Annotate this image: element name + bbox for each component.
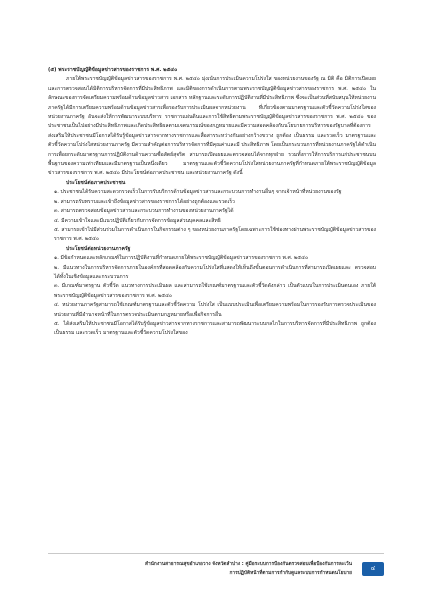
footer-text: [145, 560, 352, 578]
footer-document-title: การปฏิบัติหน้าที่ตามการกำกับดูแลระบบการกำหนดนโยบาย: [229, 571, 352, 576]
government-benefit-item: ๒. มีแนวทางในการบริหารจัดการภายในองค์กรที่สอดคล้องกับความโปร่งใสที่แสดงให้เห็นถึงขั้นตอนการดำเนินการที่สามารถเปิดเผยและ ตรวจสอบได้ทั้งในเชิงข้อมูลและกระบวนการ: [54, 264, 376, 280]
citizen-benefit-item: ๑. ประชาชนได้รับความสะดวกรวดเร็วในการรับบริการด้านข้อมูลข่าวสารและกระบวนการทำงานอื่นๆ จากเจ้าหน้าที่หน่วยงานของรัฐ: [54, 189, 342, 196]
citizen-benefit-item: ๒. สามารถรับทราบและเข้าถึงข้อมูลข่าวสารของราชการได้อย่างถูกต้องและรวดเร็ว: [54, 198, 235, 205]
government-benefit-item: ๓. มีเกณฑ์มาตรฐาน ตัวชี้วัด แนวทางการประเมินผล และสามารถใช้เกณฑ์มาตรฐานและตัวชี้วัดดังกล่าว เป็นตัวแบบในการประเมินตนเอง ภายใต้พระราชบัญญัติข้อมูลข่าวสารของราชการ พ.ศ. ๒๕๔๐: [54, 283, 376, 299]
page-number-badge: ๔: [362, 562, 384, 576]
page-footer: [48, 553, 384, 584]
government-benefit-item: ๔. หน่วยงานภาครัฐสามารถใช้เกณฑ์มาตรฐานและตัวชี้วัดความ โปร่งใส เป็นแบบประเมินเพื่อเตรียมความพร้อมในการรองรับการตรวจประเมินของ หน่วยงานที่มีอำนาจหน้าที่ในการตรวจประเมินตามกฎหมายหรือเพื่อกิจการอื่น: [54, 302, 376, 318]
citizen-benefit-item: ๕. สามารถเข้าไปมีส่วนร่วมในการดำเนินการในกิจกรรมต่าง ๆ ของหน่วยงานภาครัฐโดยเฉพาะการใช้ช่องทางผ่านพระราชบัญญัติข้อมูลข่าวสารของราชการ พ.ศ. ๒๕๔๐: [54, 226, 376, 243]
citizen-benefits-heading: ประโยชน์ต่อภาคประชาชน: [66, 179, 126, 186]
footer-organization: สำนักงานสาธารณสุขอำเภอวาง จังหวัดลำปาง : คู่มือระบบการป้องกันตรวจสอบเพื่อป้องกันการละเว้น: [145, 562, 352, 567]
citizen-benefit-item: ๓. สามารถตรวจสอบข้อมูลข่าวสารและกระบวนการทำงานของหน่วยงานภาครัฐได้: [54, 208, 234, 215]
government-benefit-item: ๑. มีข้อกำหนดและหลักเกณฑ์ในการปฏิบัติงานที่กำหนดภายใต้พระราชบัญญัติข้อมูลข่าวสารของราชการ พ.ศ. ๒๕๔๐: [54, 255, 309, 262]
government-benefits-heading: ประโยชน์ต่อหน่วยงานภาครัฐ: [66, 245, 131, 252]
citizen-benefit-item: ๔. มีความเข้าใจและมีแนวปฏิบัติเกี่ยวกับการจัดการข้อมูลส่วนบุคคลและสิทธิ: [54, 217, 221, 224]
intro-paragraph: ภายใต้พระราชบัญญัติข้อมูลข่าวสารของราชการ พ.ศ. ๒๕๔๐ มุ่งเน้นการประเมินความโปร่งใส ของหน่วยงานของรัฐ ณ มิติ คือ มิติการเปิดเผยและการตรวจสอบได้มิติการบริหารจัดการที่มีประสิทธิภาพ และมิติของการดำเนินการตามพระราชบัญญัติข้อมูลข่าวสารของราชการ พ.ศ. ๒๕๔๐ ในลักษณะของการจัดเตรียมความพร้อมด้านข้อมูลข่าวสาร เอกสาร หลักฐานและระดับการปฏิบัติงานที่มีประสิทธิภาพ ซึ่งจะเป็นส่วนที่สนับสนุนให้หน่วยงานภาครัฐได้มีการเตรียมความพร้อมด้านข้อมูลข่าวสารเพื่อรองรับการประเมินผลจากหน่วยงาน ที่เกี่ยวข้องตามมาตรฐานและตัวชี้วัดความโปร่งใสของหน่วยงานภาครัฐ อันจะส่งให้การพัฒนาระบบบริหาร ราชการแผ่นดินและการใช้สิทธิตามพระราชบัญญัติข้อมูลข่าวสารของราชการ พ.ศ. ๒๕๔๐ ของประชาชนเป็นไปอย่างมีประสิทธิภาพและเกิดประสิทธิผลตามเจตนารมณ์ของกฎหมายและมีความสอดคล้องกับนโยบายการบริหารของรัฐบาลที่ต้องการส่งเสริมให้ประชาชนมีโอกาสได้รับรู้ข้อมูลข่าวสารจากทางราชการและสื่อสารระหว่างกันอย่างกว้างขวาง ถูกต้อง เป็นธรรม และรวดเร็ว มาตรฐานและตัวชี้วัดความโปร่งใสหน่วยงานภาครัฐ มีความสำคัญต่อการบริหารจัดการที่มีคุณค่าและมี ประสิทธิภาพ โดยเป็นกระบวนการที่หน่วยงานภาครัฐได้ดำเนินการเพื่อยกระดับมาตรฐานการปฏิบัติงานด้านความซื่อสัตย์สุจริต สามารถเปิดเผยและตรวจสอบได้จากทุกฝ่าย รวมทั้งการให้การบริการแก่ประชาชนบนพื้นฐานของความเท่าเทียมและมีมาตรฐานเป็นหนึ่งเดียว มาตรฐานและตัวชี้วัดความโปร่งใสหน่วยงานภาครัฐที่กำหนดภายใต้พระราชบัญญัติข้อมูลข่าวสารของราชการ พ.ศ. ๒๕๔๐ มีประโยชน์ต่อภาคประชาชน และหน่วยงานภาครัฐ ดังนี้: [48, 76, 376, 177]
document-body: [48, 66, 376, 339]
section-heading: (๕) พระราชบัญญัติข้อมูลข่าวสารของราชการ พ.ศ. ๒๕๔๐: [48, 67, 178, 73]
government-benefit-item: ๕. ได้ส่งเสริมให้ประชาชนมีโอกาสได้รับรู้ข้อมูลข่าวสารจากทางราชการและสามารถพัฒนาระบบกลไกในการบริหารจัดการที่มีประสิทธิภาพ ถูกต้อง เป็นธรรม และรวดเร็ว มาตรฐานและตัวชี้วัดความโปร่งใสของ: [54, 320, 376, 337]
